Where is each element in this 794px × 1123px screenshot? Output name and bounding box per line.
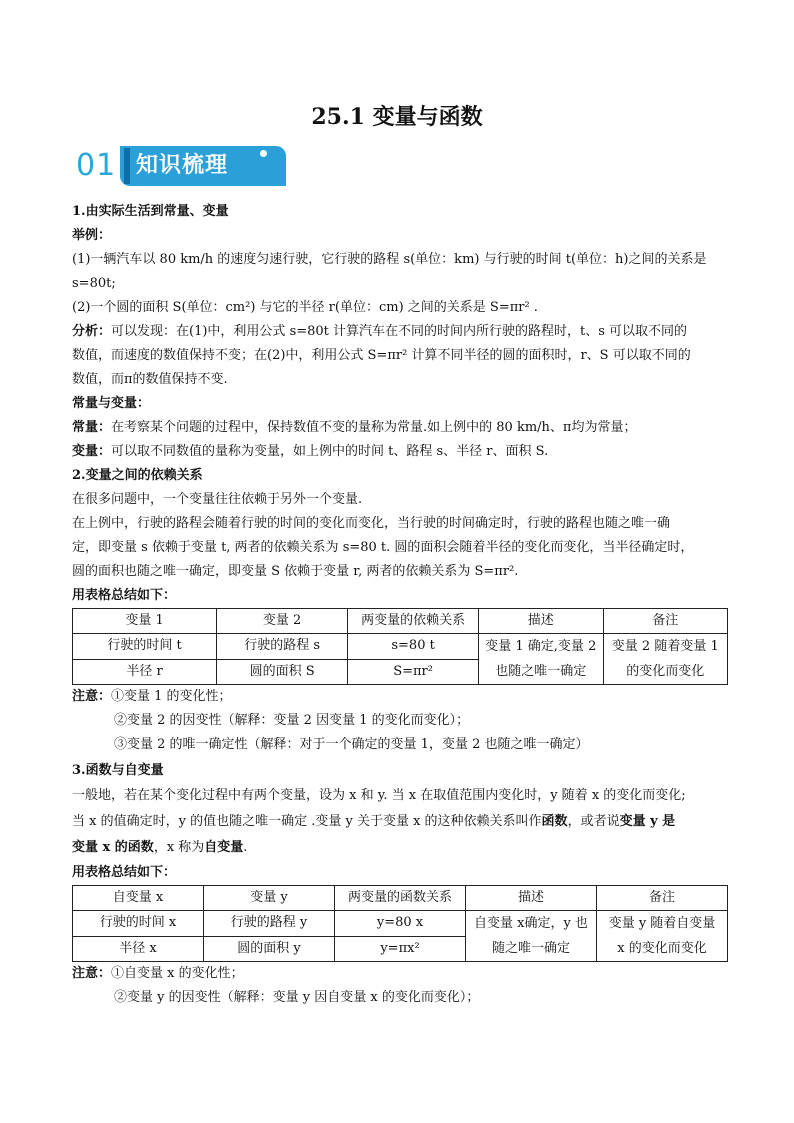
section-number: 01	[76, 148, 117, 183]
table-cell: 行驶的时间 x	[73, 911, 204, 937]
table-cell: 圆的面积 y	[204, 936, 335, 962]
table-note-cell	[597, 911, 728, 962]
table-header-cell: 两变量的依赖关系	[348, 609, 479, 634]
analysis-line-b: 数值，而速度的数值保持不变；在(2)中，利用公式 S=πr² 计算不同半径的圆的面积时，r、S 可以取不同的	[72, 348, 691, 363]
table-cell: 圆的面积 S	[217, 659, 348, 685]
table-header-cell: 备注	[597, 886, 728, 911]
section-2-paragraph-2b: 定，即变量 s 依赖于变量 t, 两者的依赖关系为 s=80 t. 圆的面积会随着半径的变化而变化，当半径确定时，	[72, 540, 694, 555]
variable-text: 可以取不同数值的量称为变量，如上例中的时间 t、路程 s、半径 r、面积 S.	[111, 444, 549, 459]
table-header-cell: 描述	[479, 609, 603, 634]
page-title: 25.1 变量与函数	[311, 104, 483, 130]
note-1	[72, 685, 728, 709]
table-cell: y=80 x	[335, 911, 466, 937]
table-header-cell: 变量 2	[217, 609, 348, 634]
paragraph-c-end: .	[243, 840, 248, 855]
note-1-text: ①自变量 x 的变化性；	[111, 966, 244, 981]
section-3-heading: 3.函数与自变量	[72, 763, 164, 778]
dependency-table	[72, 608, 728, 685]
function-table	[72, 885, 728, 962]
table-cell: 行驶的路程 s	[217, 634, 348, 660]
table-cell: S=πr²	[348, 659, 479, 685]
banner-dot-icon	[260, 150, 267, 157]
section-banner	[72, 144, 286, 188]
const-var-heading: 常量与变量：	[72, 396, 151, 411]
analysis-line-a	[72, 320, 728, 344]
constant-definition	[72, 416, 728, 440]
table-header-row	[73, 609, 728, 634]
section-3-paragraph-b	[72, 809, 728, 835]
constant-text: 在考察某个问题的过程中，保持数值不变的量称为常量.如上例中的 80 km/h、π均为常量；	[111, 420, 637, 435]
note-3: ③变量 2 的唯一确定性（解释：对于一个确定的变量 1，变量 2 也随之唯一确定）	[114, 737, 589, 752]
table-header-cell: 自变量 x	[73, 886, 204, 911]
independent-variable-term: 自变量	[204, 840, 244, 855]
note-label: 注意：	[72, 966, 112, 981]
description-line-b: 随之唯一确定	[491, 941, 570, 956]
section-2-heading: 2.变量之间的依赖关系	[72, 468, 203, 483]
note-1	[72, 962, 728, 986]
section-label: 知识梳理	[136, 153, 229, 178]
table-cell: 行驶的时间 t	[73, 634, 217, 660]
paragraph-b-tail: ，或者说	[567, 814, 620, 829]
note-2: ②变量 2 的因变性（解释：变量 2 因变量 1 的变化而变化）；	[114, 713, 470, 728]
variable-definition	[72, 440, 728, 464]
section-1-heading: 1.由实际生活到常量、变量	[72, 204, 229, 219]
note-line-b: 的变化而变化	[626, 664, 705, 679]
paragraph-b-text: 当 x 的值确定时，y 的值也随之唯一确定 .变量 y 关于变量 x 的这种依赖关系叫作	[72, 814, 542, 829]
description-line-a: 变量 1 确定,变量 2	[485, 639, 597, 654]
function-term-3: 变量 x 的函数	[72, 840, 154, 855]
note-label: 注意：	[72, 689, 112, 704]
description-line-b: 也随之唯一确定	[495, 664, 587, 679]
table-header-cell: 备注	[603, 609, 727, 634]
analysis-line-c: 数值，而π的数值保持不变.	[72, 372, 228, 387]
note-2: ②变量 y 的因变性（解释：变量 y 因自变量 x 的变化而变化）；	[114, 990, 480, 1005]
note-line-a: 变量 2 随着变量 1	[611, 639, 719, 654]
table-header-cell: 变量 y	[204, 886, 335, 911]
table-2-label: 用表格总结如下：	[72, 865, 177, 880]
banner-bar-decoration	[124, 148, 130, 184]
table-header-row	[73, 886, 728, 911]
section-2-paragraph-2c: 圆的面积也随之唯一确定，即变量 S 依赖于变量 r, 两者的依赖关系为 S=πr².	[72, 564, 519, 579]
table-description-cell	[466, 911, 597, 962]
function-term: 函数	[541, 814, 568, 829]
table-row	[73, 911, 728, 937]
section-2-paragraph-1: 在很多问题中，一个变量往往依赖于另外一个变量.	[72, 492, 363, 507]
analysis-label: 分析：	[72, 324, 112, 339]
table-cell: 行驶的路程 y	[204, 911, 335, 937]
example-1-line-b: s=80t;	[72, 276, 116, 291]
section-3-paragraph-a: 一般地，若在某个变化过程中有两个变量，设为 x 和 y. 当 x 在取值范围内变化时，y 随着 x 的变化而变化;	[72, 788, 686, 803]
table-cell: s=80 t	[348, 634, 479, 660]
note-1-text: ①变量 1 的变化性；	[111, 689, 232, 704]
table-header-cell: 描述	[466, 886, 597, 911]
example-label: 举例：	[72, 228, 112, 243]
document-body	[72, 200, 728, 1010]
description-line-a: 自变量 x确定，y 也	[474, 916, 588, 931]
table-description-cell	[479, 634, 603, 685]
table-note-cell	[603, 634, 727, 685]
table-cell: 半径 r	[73, 659, 217, 685]
note-line-a: 变量 y 随着自变量	[608, 916, 716, 931]
example-2: (2)一个圆的面积 S(单位：cm²) 与它的半径 r(单位：cm) 之间的关系是 S=πr² .	[72, 300, 538, 315]
paragraph-c-mid: ，x 称为	[153, 840, 205, 855]
constant-label: 常量：	[72, 420, 112, 435]
table-row	[73, 634, 728, 660]
section-3-paragraph-c	[72, 835, 728, 861]
note-line-b: x 的变化而变化	[617, 941, 707, 956]
table-cell: y=πx²	[335, 936, 466, 962]
table-1-label: 用表格总结如下：	[72, 588, 177, 603]
table-header-cell: 两变量的函数关系	[335, 886, 466, 911]
example-1-line-a: (1)一辆汽车以 80 km/h 的速度匀速行驶，它行驶的路程 s(单位：km) 与行驶的时间 t(单位：h)之间的关系是	[72, 252, 707, 267]
section-2-paragraph-2a: 在上例中，行驶的路程会随着行驶的时间的变化而变化，当行驶的时间确定时，行驶的路程也随之唯一确	[72, 516, 671, 531]
table-header-cell: 变量 1	[73, 609, 217, 634]
variable-label: 变量：	[72, 444, 112, 459]
function-term-2: 变量 y 是	[619, 814, 676, 829]
analysis-text-a: 可以发现：在(1)中，利用公式 s=80t 计算汽车在不同的时间内所行驶的路程时，t、s 可以取不同的	[111, 324, 688, 339]
table-cell: 半径 x	[73, 936, 204, 962]
